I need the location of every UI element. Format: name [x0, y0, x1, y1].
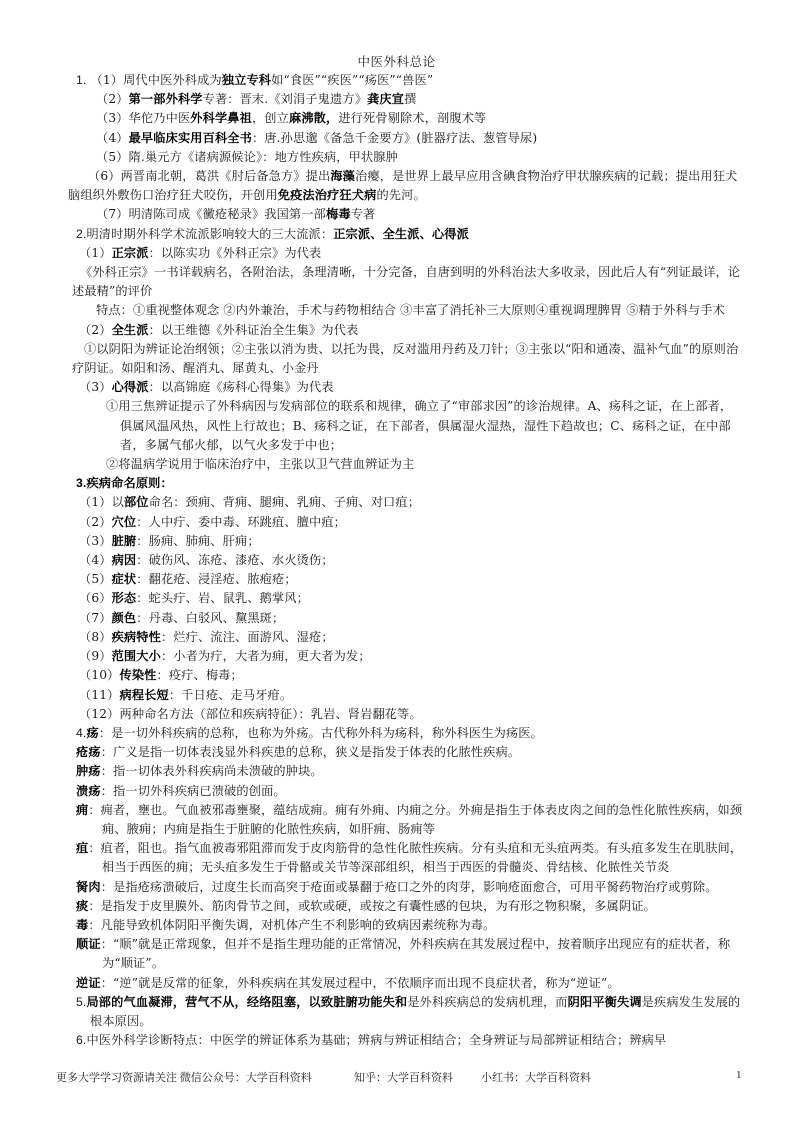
text: ：以陈实功《外科正宗》为代表 — [148, 245, 322, 260]
text: 隋.巢元方《诸病源候论》：地方性疾病，甲状腺肿 — [128, 149, 398, 164]
term: 胬肉 — [76, 879, 101, 894]
definition: ：疽者，阻也。指气血被毒邪阻滞而发于皮肉筋骨的急性化脓性疾病。分有头疽和无头疽两类。有头疽多发生在肌肤间，相当于西医的痈；无头疽多发生于骨骼或关节等深部组织，相当于西医的骨髓炎、骨结核、化脓性关节炎 — [88, 841, 743, 875]
item-number: （3） — [79, 380, 112, 395]
term: 疮疡 — [76, 745, 101, 760]
term: 疽 — [76, 841, 89, 856]
s3-item-7 — [76, 609, 744, 628]
bold-text: 穴位 — [111, 514, 137, 529]
term: 疡 — [86, 725, 99, 740]
term: 顺证 — [76, 937, 101, 952]
s3-item-6 — [76, 589, 744, 608]
page-title: 中医外科总论 — [357, 54, 436, 69]
text: ：翻花疮、浸淫疮、脓疱疮； — [136, 572, 297, 587]
s3-item-8 — [76, 628, 744, 647]
item-number: （6） — [88, 169, 121, 184]
bold-text: 疾病特性 — [111, 629, 161, 644]
bold-text: 疾病命名原则： — [86, 476, 173, 491]
s3-item-1 — [76, 493, 744, 512]
text: ：破伤风、冻疮、漆疮、水火烫伤； — [136, 553, 334, 568]
item-number: （10） — [79, 668, 120, 683]
text: 如“食医”“疾医”“疡医”“兽医” — [271, 73, 434, 87]
text: ：疫疔、梅毒； — [156, 668, 243, 683]
text: 专著 — [350, 207, 376, 222]
text: ：以王维德《外科证治全生集》为代表 — [148, 322, 359, 337]
s2-xinde-p2: ②将温病学说用于临床治疗中，主张以卫气营血辨证为主 — [106, 457, 415, 472]
text: 周代中医外科成为 — [123, 73, 222, 87]
s4-term-9 — [76, 916, 744, 935]
text: ：以高锦庭《疡科心得集》为代表 — [148, 380, 334, 395]
definition: ：指一切体表外科疾病尚未溃破的肿块。 — [100, 764, 323, 779]
bold-text: 形态 — [111, 591, 137, 606]
bold-text: 症状 — [111, 572, 137, 587]
text: 华佗乃中医 — [128, 111, 191, 126]
item-number: （1） — [79, 495, 112, 510]
definition: ：是一切外科疾病的总称，也称为外疡。古代称外科为疡科，称外科医生为疡医。 — [98, 725, 543, 740]
s4-term-3 — [76, 762, 744, 781]
text: 明清陈司成《黴疮秘录》我国第一部 — [128, 207, 326, 222]
bold-text: 范围大小 — [111, 649, 161, 664]
s4-term-7 — [76, 878, 744, 897]
bold-text: 梅毒 — [326, 207, 351, 222]
text: ：人中疔、委中毒、环跳疽、膻中疽； — [136, 514, 347, 529]
text: ：肠痈、肺痈、肝痈； — [136, 533, 260, 548]
definition: ：“顺”就是正常现象，但并不是指生理功能的正常情况，外科疾病在其发展过程中，按着顺序出现应有的症状者，称为“顺证”。 — [100, 937, 731, 971]
s4-term-2 — [76, 743, 744, 762]
text: ：千日疮、走马牙疳。 — [168, 687, 293, 702]
s1-item-5 — [76, 148, 744, 167]
item-number: （2） — [79, 514, 112, 529]
item-number: （1） — [90, 73, 124, 87]
bold-text: 正宗派、全生派、心得派 — [333, 226, 469, 241]
bold-text: 传染性 — [119, 668, 157, 683]
bold-text: 心得派 — [111, 380, 149, 395]
text: ，创立 — [251, 111, 289, 126]
s3-item-12 — [76, 705, 744, 724]
definition: ：广义是指一切体表浅显外科疾患的总称，狭义是指发于体表的化脓性疾病。 — [100, 745, 521, 760]
section-number: 3. — [76, 476, 87, 491]
text: ：丹毒、白驳风、黧黑斑； — [136, 610, 285, 625]
s2-heading — [76, 225, 744, 244]
page-number: 1 — [736, 1069, 742, 1081]
term: 毒 — [76, 917, 89, 932]
item-number: （7） — [96, 207, 129, 222]
item-number: （8） — [79, 629, 112, 644]
s4-term-5 — [76, 801, 744, 839]
bold-text: 局部的气血凝滞，营气不从，经络阻塞，以致脏腑功能失和 — [86, 994, 408, 1009]
text: 两种命名方法（部位和疾病特征）：乳岩、肾岩翻花等。 — [119, 706, 422, 721]
term: 逆证 — [76, 975, 101, 990]
text: 的先河。 — [376, 188, 426, 203]
text: ：蛇头疔、岩、鼠乳、鹅掌风； — [136, 591, 310, 606]
bold-text: 龚庆宣 — [367, 92, 405, 107]
term: 溃疡 — [76, 783, 101, 798]
item-number: （4） — [79, 553, 112, 568]
item-number: （5） — [96, 149, 129, 164]
item-number: （2） — [79, 322, 112, 337]
s3-item-2 — [76, 513, 744, 532]
s4-term-4 — [76, 782, 744, 801]
item-number: （6） — [79, 591, 112, 606]
text: 治瘿，是世界上最早应用含碘食物治疗甲状腺疾病的记载；提出用狂犬脑组织外敷伤口治疗狂犬咬伤，开创用 — [68, 169, 738, 203]
s5-paragraph — [76, 993, 744, 1031]
text: 是疾病发生发展的根本原因。 — [90, 994, 741, 1028]
item-number: （5） — [79, 572, 112, 587]
text: ：小者为疔，大者为痈，更大者为发； — [160, 649, 371, 664]
s3-item-4 — [76, 551, 744, 570]
term: 痈 — [76, 802, 89, 817]
definition: ：痈者，壅也。气血被邪毒壅聚，蕴结成痈。痈有外痈、内痈之分。外痈是指生于体表皮肉之间的急性化脓性疾病，如颈痈、腋痈；内痈是指生于脏腑的化脓性疾病，如肝痈、肠痈等 — [88, 802, 743, 836]
definition: ：指一切外科疾病已溃破的创面。 — [100, 783, 286, 798]
s1-item-2 — [76, 90, 744, 109]
text: ：烂疔、流注、面游风、湿疮； — [160, 629, 334, 644]
s4-term-8 — [76, 897, 744, 916]
text: 进行死骨剔除术，剖腹术等 — [338, 111, 487, 126]
bold-text: 独立专科 — [221, 73, 272, 87]
bold-text: 病程长短 — [119, 687, 169, 702]
item-number: （7） — [79, 610, 112, 625]
text: 中医外科学诊断特点：中医学的辨证体系为基础；辨病与辨证相结合；全身辨证与局部辨证相结合；辨病早 — [86, 1033, 667, 1048]
bold-text: 颜色 — [111, 610, 137, 625]
bold-text: 正宗派 — [111, 245, 149, 260]
item-number: （2） — [96, 92, 129, 107]
s2-zhengzong-features: 特点：①重视整体观念 ②内外兼治，手术与药物相结合 ③丰富了消托补三大原则④重视调理脾胃 ⑤精于外科与手术 — [96, 303, 725, 318]
definition: ：“逆”就是反常的征象，外科疾病在其发展过程中，不依顺序而出现不良症状者，称为“逆证”。 — [100, 975, 620, 990]
bold-text: 病因 — [111, 553, 137, 568]
footer-xiaohongshu: 小红书：大学百科资料 — [481, 1072, 591, 1084]
s2-zhengzong-desc: 《外科正宗》一书详载病名，各附治法，条理清晰，十分完备，自唐到明的外科治法大多收录，因此后人有“列证最详，论述最精”的评价 — [72, 265, 741, 299]
definition: ：是指疮疡溃破后，过度生长而高突于疮面或暴翻于疮口之外的肉芽，影响疮面愈合，可用平胬药物治疗或剪除。 — [100, 879, 718, 894]
text: 专著：晋末.《刘涓子鬼遗方》 — [202, 92, 368, 107]
item-number: （4） — [96, 130, 129, 145]
definition: ：凡能导致机体阴阳平衡失调，对机体产生不利影响的致病因素统称为毒。 — [88, 917, 496, 932]
bold-text: 外科学鼻祖 — [190, 111, 252, 126]
section-number: 2. — [76, 226, 87, 241]
s2-xinde-heading — [76, 378, 744, 397]
s2-quansheng-heading — [76, 321, 744, 340]
s1-item-6 — [68, 167, 744, 205]
item-number: （3） — [79, 533, 112, 548]
item-number: （3） — [96, 111, 129, 126]
item-number: （1） — [79, 245, 112, 260]
text: 撰 — [404, 92, 417, 107]
bold-text: 第一部外科学 — [128, 92, 203, 107]
s4-term-10 — [76, 935, 744, 973]
item-number: （9） — [79, 649, 112, 664]
s3-item-11 — [76, 686, 744, 705]
text: 以 — [111, 495, 124, 510]
s2-quansheng-desc: ①以阴阳为辨证论治纲领；②主张以消为贵、以托为畏，反对滥用丹药及刀针；③主张以“阳和通凑、温补气血”的原则治疗阴证。如阳和汤、醒消丸、犀黄丸、小金丹 — [72, 341, 739, 376]
s3-item-3 — [76, 532, 744, 551]
bold-text: 海藻 — [330, 169, 356, 184]
bold-text: 脏腑 — [111, 533, 137, 548]
term: 肿疡 — [76, 764, 101, 779]
s4-term-6 — [76, 839, 744, 877]
bold-text: 阴阳平衡失调 — [567, 994, 642, 1009]
footer-promo: 更多大学学习资源请关注 微信公众号：大学百科资料 — [56, 1072, 312, 1084]
s1-item-3 — [76, 109, 744, 128]
s2-zhengzong-heading — [76, 244, 744, 263]
term: 痰 — [76, 898, 89, 913]
s4-term-1 — [76, 724, 744, 743]
text: 两晋南北朝，葛洪《肘后备急方》提出 — [120, 169, 331, 184]
section-number: 6. — [76, 1033, 87, 1048]
section-number: 5. — [76, 994, 87, 1009]
item-number: （11） — [79, 687, 120, 702]
s2-xinde-p1: ①用三焦辨证提示了外科病因与发病部位的联系和规律，确立了“审部求因”的诊治规律。A、疡科之证，在上部者，俱属风温风热，风性上行故也；B、疡科之证，在下部者，俱属湿火湿热，湿性下趋故也；C、疡科之证，在中部者，多属气郁火郁，以气火多发于中也； — [106, 399, 733, 452]
document-body — [68, 71, 744, 1050]
text: 是外科疾病总的发病机理，而 — [407, 994, 568, 1009]
s1-item-4 — [76, 129, 744, 148]
s3-item-5 — [76, 570, 744, 589]
text: ：唐.孙思邈《备急千金要方》(脏器疗法、葱管导尿) — [251, 130, 538, 145]
definition: ：是指发于皮里膜外、筋肉骨节之间，或软或硬，或按之有囊性感的包块，为有形之物积聚，多属阴证。 — [88, 898, 656, 913]
s1-item-1 — [76, 71, 744, 90]
item-number: （12） — [79, 706, 120, 721]
section-number: 4. — [76, 725, 87, 740]
text: 命名：颈痈、背痈、腿痈、乳痈、子痈、对口疽； — [148, 495, 421, 510]
bold-text: 麻沸散， — [288, 111, 339, 126]
text: 明清时期外科学术流派影响较大的三大流派： — [86, 226, 334, 241]
bold-text: 部位 — [123, 495, 149, 510]
s1-item-7 — [76, 205, 744, 224]
s3-item-10 — [76, 666, 744, 685]
s4-term-11 — [76, 974, 744, 993]
section-number: 1. — [76, 73, 87, 87]
s3-item-9 — [76, 647, 744, 666]
bold-text: 最早临床实用百科全书 — [128, 130, 252, 145]
bold-text: 免疫法治疗狂犬病 — [277, 188, 377, 203]
s3-heading — [76, 474, 744, 493]
s6-paragraph — [76, 1031, 744, 1050]
footer-zhihu: 知乎：大学百科资料 — [354, 1072, 453, 1084]
bold-text: 全生派 — [111, 322, 149, 337]
